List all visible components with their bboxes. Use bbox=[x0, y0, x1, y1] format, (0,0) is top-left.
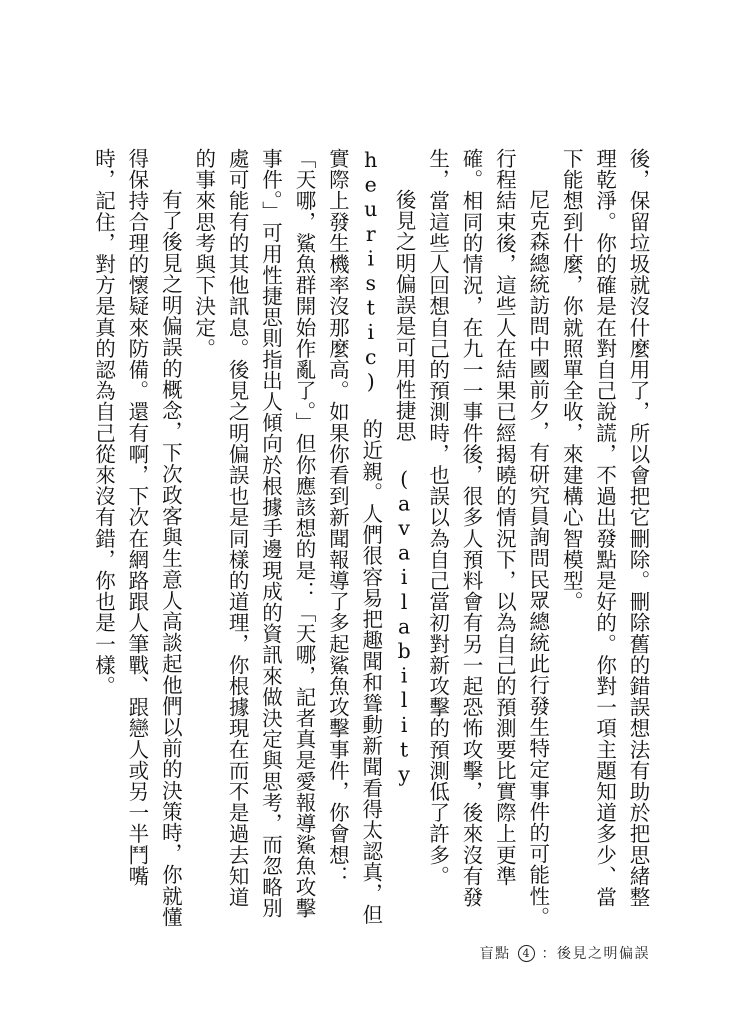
paragraph: 有了後見之明偏誤的概念，下次政客與生意人高談起他們以前的決策時，你就懂得保持合理的懷疑來防備。還有啊，下次在網路跟人筆戰、跟戀人或另一半鬥嘴時，記住，對方是真的認為自己從來沒有錯，你也是一樣。 bbox=[91, 148, 183, 928]
paragraph: 後，保留垃圾就沒什麼用了，所以會把它刪除。刪除舊的錯誤想法有助於把思緒整理乾淨。你的確是在對自己說謊，不過出發點是好的。你對一項主題知道多少、當下能想到什麼，你就照單全收，來建構心智模型。 bbox=[559, 148, 650, 908]
chapter-number-badge: 4 bbox=[518, 945, 535, 962]
body-text bbox=[86, 148, 654, 928]
footer-title: ：後見之明偏誤 bbox=[541, 946, 650, 962]
running-footer bbox=[480, 943, 650, 963]
paragraph: 尼克森總統訪問中國前夕，有研究員詢問民眾總統此行發生特定事件的可能性。行程結束後，這些人在結果已經揭曉的情況下，以為自己的預測要比實際上更準確。相同的情況，在九一一事件後，很多人預料會有另一起恐怖攻擊，後來沒有發生，當這些人回想自己的預測時，也誤以為自己當初對新攻擊的預測低了許多。 bbox=[425, 148, 550, 928]
paragraph: 後見之明偏誤是可用性捷思 (availability heuristic) 的近親。人們很容易把趣聞和聳動新聞看得太認真，但實際上發生機率沒那麼高。如果你看到新聞報導了多起鯊魚攻擊事件，你會想：「天哪，鯊魚群開始作亂了。」但你應該想的是：「天哪，記者真是愛報導鯊魚攻擊事件。」可用性捷思則指出人傾向於根據手邊現成的資訊來做決定與思考，而忽略別處可能有的其他訊息。後見之明偏誤也是同樣的道理，你根據現在而不是過去知道的事來思考與下決定。 bbox=[191, 148, 417, 925]
footer-prefix: 盲點 bbox=[479, 946, 511, 962]
